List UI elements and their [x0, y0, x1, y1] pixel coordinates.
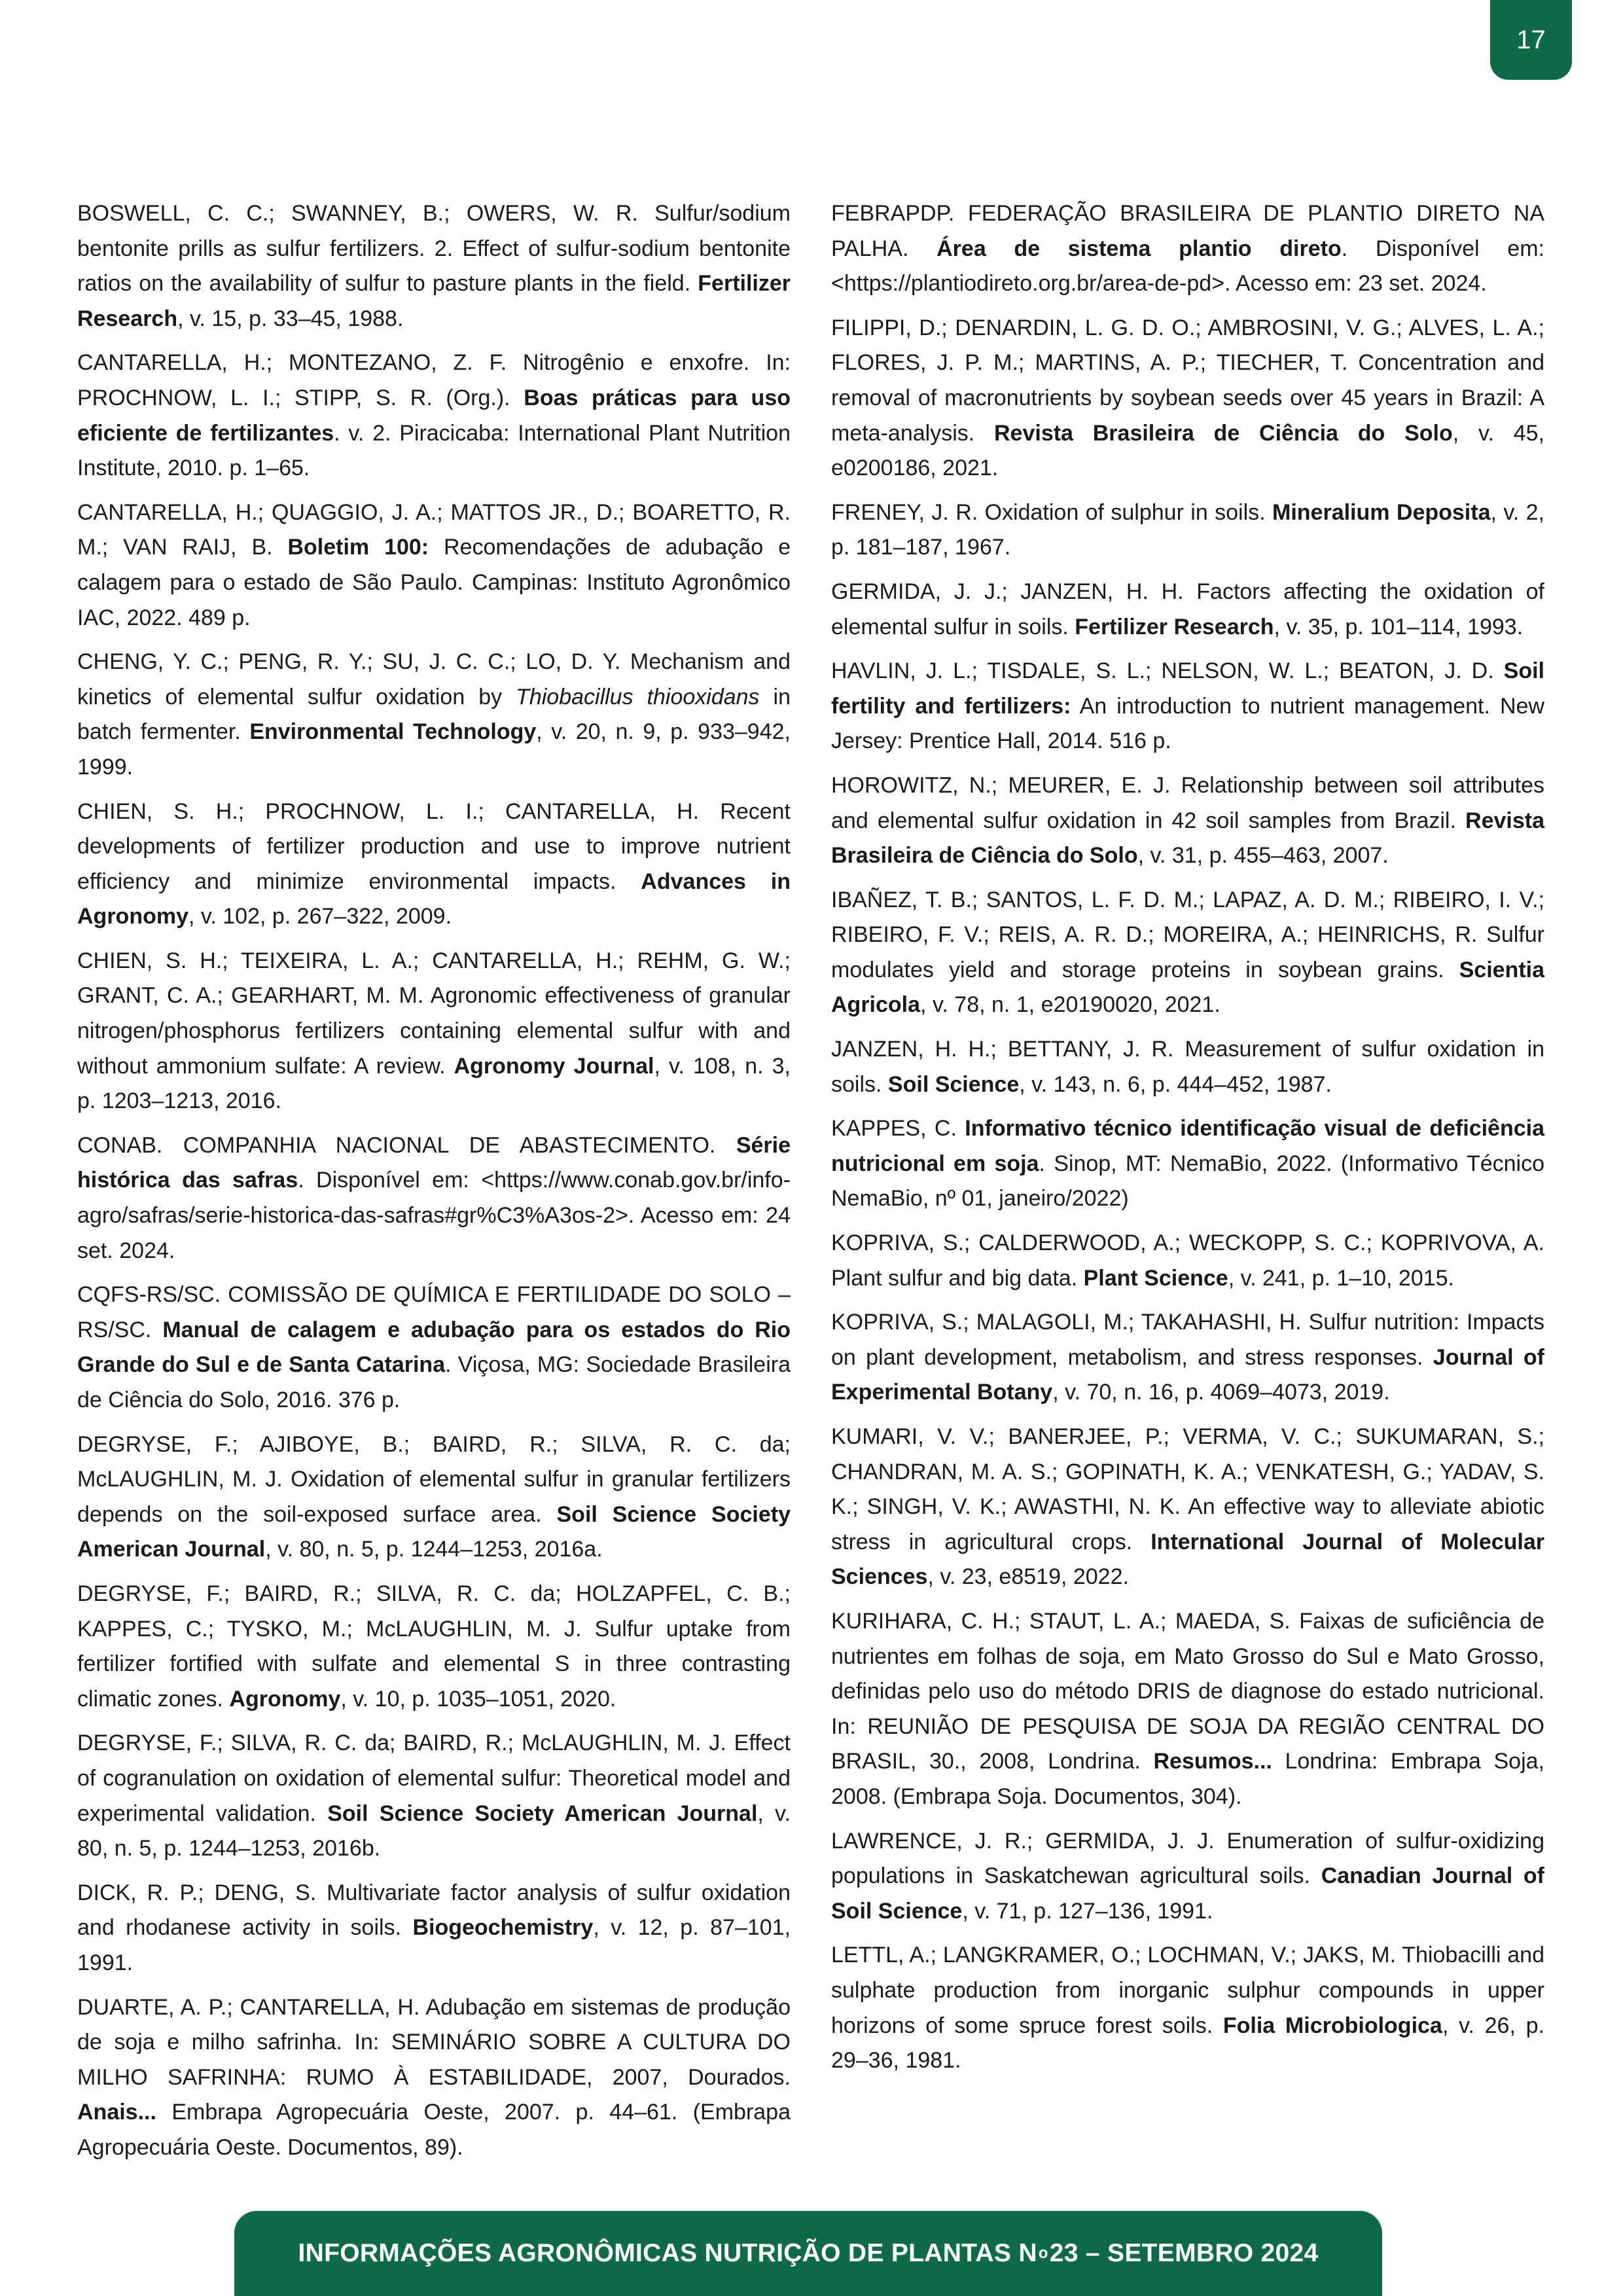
reference-entry	[77, 944, 791, 1119]
reference-entry	[831, 1032, 1544, 1102]
reference-title: Canadian Journal of Soil Science	[831, 1863, 1544, 1924]
reference-title: Mineralium Deposita	[1272, 499, 1491, 525]
reference-text: , v. 10, p. 1035–1051, 2020.	[340, 1686, 616, 1712]
footer-banner	[234, 2211, 1382, 2296]
reference-text: KURIHARA, C. H.; STAUT, L. A.; MAEDA, S. Faixas de suficiência de nutrientes em folhas de soja, em Mato Grosso do Sul e Mato Grosso, definidas pelo uso do método DRIS de diagnose do estado nutricional. In: REUNIÃO DE PESQUISA DE SOJA DA REGIÃO CENTRAL DO BRASIL, 30., 2008, Londrina.	[831, 1608, 1544, 1774]
reference-title: Área de sistema plantio direto	[936, 236, 1342, 261]
reference-title: Agronomy Journal	[454, 1053, 654, 1079]
reference-title: Boletim 100:	[287, 535, 429, 560]
reference-entry	[77, 1577, 791, 1717]
reference-title: Resumos...	[1153, 1749, 1272, 1774]
reference-text: CHIEN, S. H.; PROCHNOW, L. I.; CANTARELLA, H. Recent developments of fertilizer production and use to improve nutrient efficiency and minimize environmental impacts.	[77, 798, 791, 894]
reference-text: , v. 80, n. 5, p. 1244–1253, 2016a.	[265, 1537, 603, 1562]
footer-text-end: 23 – SETEMBRO 2024	[1049, 2239, 1319, 2267]
reference-entry	[831, 311, 1544, 486]
reference-entry	[831, 1604, 1544, 1815]
reference-text: DEGRYSE, F.; SILVA, R. C. da; BAIRD, R.; McLAUGHLIN, M. J. Effect of cogranulation on oxidation of elemental sulfur: Theoretical model and experimental validation.	[77, 1731, 791, 1826]
reference-text: FILIPPI, D.; DENARDIN, L. G. D. O.; AMBROSINI, V. G.; ALVES, L. A.; FLORES, J. P. M.; MARTINS, A. P.; TIECHER, T. Concentration and removal of macronutrients by soybean seeds over 45 years in Brazil: A meta-analysis.	[831, 315, 1544, 446]
reference-title: Manual de calagem e adubação para os estados do Rio Grande do Sul e de Santa Catarina	[77, 1317, 791, 1378]
reference-text: CONAB. COMPANHIA NACIONAL DE ABASTECIMENTO.	[77, 1132, 736, 1158]
reference-text: , v. 31, p. 455–463, 2007.	[1137, 843, 1389, 869]
reference-text: BOSWELL, C. C.; SWANNEY, B.; OWERS, W. R. Sulfur/sodium bentonite prills as sulfur fertilizers. 2. Effect of sulfur-sodium bentonite ratios on the availability of sulfur to pasture plants in the field.	[77, 201, 791, 296]
reference-text: Recomendações de adubação e calagem para o estado de São Paulo. Campinas: Instituto Agronômico IAC, 2022. 489 p.	[77, 535, 791, 630]
reference-title: Soil Science Society American Journal	[77, 1501, 791, 1562]
reference-title: Revista Brasileira de Ciência do Solo	[994, 420, 1453, 446]
reference-text: , v. 143, n. 6, p. 444–452, 1987.	[1019, 1071, 1332, 1097]
reference-text: LAWRENCE, J. R.; GERMIDA, J. J. Enumeration of sulfur-oxidizing populations in Saskatchewan agricultural soils.	[831, 1828, 1544, 1889]
reference-text: , v. 45, e0200186, 2021.	[831, 420, 1544, 481]
reference-entry	[77, 1427, 791, 1568]
reference-text: KAPPES, C.	[831, 1116, 965, 1141]
reference-entry	[831, 575, 1544, 645]
reference-entry	[831, 1938, 1544, 2078]
reference-title: Soil fertility and fertilizers:	[831, 658, 1544, 719]
reference-text: KOPRIVA, S.; CALDERWOOD, A.; WECKOPP, S. C.; KOPRIVOVA, A. Plant sulfur and big data.	[831, 1230, 1544, 1291]
reference-text: CHENG, Y. C.; PENG, R. Y.; SU, J. C. C.; LO, D. Y. Mechanism and kinetics of elemental sulfur oxidation by	[77, 649, 791, 709]
reference-title: International Journal of Molecular Sciences	[831, 1529, 1545, 1590]
reference-text: CANTARELLA, H.; QUAGGIO, J. A.; MATTOS JR., D.; BOARETTO, R. M.; VAN RAIJ, B.	[77, 499, 791, 560]
page-number: 17	[1490, 0, 1572, 80]
reference-title: Soil Science Society American Journal	[327, 1801, 758, 1826]
reference-text: in batch fermenter.	[77, 684, 791, 745]
reference-entry	[77, 645, 791, 785]
reference-entry	[831, 1305, 1544, 1410]
reference-text: , v. 23, e8519, 2022.	[927, 1564, 1129, 1590]
reference-title: Série histórica das safras	[77, 1132, 791, 1193]
reference-title: Soil Science	[887, 1071, 1020, 1097]
reference-title: Agronomy	[229, 1686, 341, 1712]
reference-entry	[831, 495, 1544, 565]
reference-text: KUMARI, V. V.; BANERJEE, P.; VERMA, V. C.; SUKUMARAN, S.; CHANDRAN, M. A. S.; GOPINATH, K. A.; VENKATESH, G.; YADAV, S. K.; SINGH, V. K.; AWASTHI, N. K. An effective way to alleviate abiotic stress in agricultural crops.	[831, 1424, 1544, 1554]
reference-title: Scientia Agricola	[831, 957, 1544, 1018]
reference-text: LETTL, A.; LANGKRAMER, O.; LOCHMAN, V.; JAKS, M. Thiobacilli and sulphate production from inorganic sulphur compounds in upper horizons of some spruce forest soils.	[831, 1943, 1544, 2038]
reference-entry	[77, 495, 791, 636]
reference-entry	[831, 654, 1544, 759]
reference-title: Folia Microbiologica	[1222, 2013, 1442, 2038]
reference-text: IBAÑEZ, T. B.; SANTOS, L. F. D. M.; LAPAZ, A. D. M.; RIBEIRO, I. V.; RIBEIRO, F. V.; REIS, A. R. D.; MOREIRA, A.; HEINRICHS, R. Sulfur modulates yield and storage proteins in soybean grains.	[831, 887, 1544, 982]
reference-title: Plant Science	[1083, 1265, 1228, 1291]
reference-text: , v. 108, n. 3, p. 1203–1213, 2016.	[77, 1053, 791, 1114]
reference-entry	[831, 1420, 1544, 1595]
references-left-column	[77, 196, 791, 2174]
reference-title: Anais...	[77, 2100, 156, 2125]
reference-title: Revista Brasileira de Ciência do Solo	[831, 808, 1544, 869]
reference-text: DEGRYSE, F.; AJIBOYE, B.; BAIRD, R.; SILVA, R. C. da; McLAUGHLIN, M. J. Oxidation of elemental sulfur in granular fertilizers depends on the soil-exposed surface area.	[77, 1431, 791, 1527]
reference-entry	[831, 1226, 1544, 1296]
reference-text: , v. 35, p. 101–114, 1993.	[1274, 614, 1524, 639]
reference-text: , v. 102, p. 267–322, 2009.	[188, 904, 452, 929]
reference-entry	[831, 196, 1544, 302]
reference-text: JANZEN, H. H.; BETTANY, J. R. Measurement of sulfur oxidation in soils.	[831, 1037, 1544, 1097]
reference-text: CQFS-RS/SC. COMISSÃO DE QUÍMICA E FERTILIDADE DO SOLO – RS/SC.	[77, 1282, 791, 1342]
reference-entry	[831, 1824, 1544, 1929]
reference-entry	[77, 1876, 791, 1981]
reference-title: Boas práticas para uso eficiente de fertilizantes	[77, 385, 791, 446]
reference-text: , v. 78, n. 1, e20190020, 2021.	[920, 992, 1221, 1018]
reference-text: , v. 15, p. 33–45, 1988.	[177, 306, 404, 331]
reference-title: Fertilizer Research	[1075, 614, 1274, 639]
reference-text: DICK, R. P.; DENG, S. Multivariate factor analysis of sulfur oxidation and rhodanese activity in soils.	[77, 1880, 791, 1941]
reference-title: Fertilizer Research	[77, 271, 791, 331]
reference-text: DUARTE, A. P.; CANTARELLA, H. Adubação em sistemas de produção de soja e milho safrinha. In: SEMINÁRIO SOBRE A CULTURA DO MILHO SAFRINHA: RUMO À ESTABILIDADE, 2007, Dourados.	[77, 1994, 791, 2090]
reference-text: , v. 2, p. 181–187, 1967.	[831, 499, 1544, 560]
reference-text: , v. 70, n. 16, p. 4069–4073, 2019.	[1052, 1380, 1390, 1405]
reference-text: . Disponível em: <https://plantiodireto.org.br/area-de-pd>. Acesso em: 23 set. 2024.	[831, 236, 1544, 296]
reference-text: , v. 20, n. 9, p. 933–942, 1999.	[77, 719, 791, 780]
reference-entry	[77, 1990, 791, 2166]
reference-text: , v. 241, p. 1–10, 2015.	[1228, 1265, 1454, 1291]
reference-title: Informativo técnico identificação visual de deficiência nutricional em soja	[831, 1116, 1544, 1176]
reference-text: FEBRAPDP. FEDERAÇÃO BRASILEIRA DE PLANTIO DIRETO NA PALHA.	[831, 201, 1544, 261]
reference-text: An introduction to nutrient management. New Jersey: Prentice Hall, 2014. 516 p.	[831, 693, 1544, 754]
reference-text: GERMIDA, J. J.; JANZEN, H. H. Factors affecting the oxidation of elemental sulfur in soils.	[831, 579, 1544, 639]
reference-text: Londrina: Embrapa Soja, 2008. (Embrapa Soja. Documentos, 304).	[831, 1749, 1544, 1809]
reference-text: CANTARELLA, H.; MONTEZANO, Z. F. Nitrogênio e enxofre. In: PROCHNOW, L. I.; STIPP, S. R. (Org.).	[77, 350, 791, 410]
reference-text: , v. 71, p. 127–136, 1991.	[962, 1898, 1213, 1924]
reference-text: . v. 2. Piracicaba: International Plant Nutrition Institute, 2010. p. 1–65.	[77, 420, 791, 481]
references-right-column	[831, 196, 1544, 2088]
reference-text: FRENEY, J. R. Oxidation of sulphur in soils.	[831, 499, 1273, 525]
reference-title: Biogeochemistry	[412, 1915, 594, 1941]
footer-ordinal: o	[1038, 2244, 1048, 2262]
reference-italic: Thiobacillus thiooxidans	[516, 684, 760, 709]
reference-entry	[831, 883, 1544, 1023]
reference-text: . Viçosa, MG: Sociedade Brasileira de Ciência do Solo, 2016. 376 p.	[77, 1352, 791, 1412]
reference-text: , v. 80, n. 5, p. 1244–1253, 2016b.	[77, 1801, 791, 1861]
reference-entry	[77, 346, 791, 486]
reference-entry	[77, 1128, 791, 1268]
reference-text: CHIEN, S. H.; TEIXEIRA, L. A.; CANTARELLA, H.; REHM, G. W.; GRANT, C. A.; GEARHART, M. M. Agronomic effectiveness of granular nitrogen/phosphorus fertilizers containing elemental sulfur with and without ammonium sulfate: A review.	[77, 948, 791, 1079]
reference-title: Journal of Experimental Botany	[831, 1344, 1544, 1405]
reference-text: Embrapa Agropecuária Oeste, 2007. p. 44–61. (Embrapa Agropecuária Oeste. Documentos, 89).	[77, 2100, 791, 2160]
reference-entry	[77, 1278, 791, 1418]
reference-text: DEGRYSE, F.; BAIRD, R.; SILVA, R. C. da; HOLZAPFEL, C. B.; KAPPES, C.; TYSKO, M.; McLAUGHLIN, M. J. Sulfur uptake from fertilizer fortified with sulfate and elemental S in three contrasting climatic zones.	[77, 1581, 791, 1712]
reference-entry	[831, 1111, 1544, 1217]
reference-text: , v. 26, p. 29–36, 1981.	[831, 2013, 1544, 2073]
reference-entry	[831, 768, 1544, 874]
reference-text: HOROWITZ, N.; MEURER, E. J. Relationship between soil attributes and elemental sulfur oxidation in 42 soil samples from Brazil.	[831, 772, 1544, 833]
reference-text: , v. 12, p. 87–101, 1991.	[77, 1915, 791, 1975]
footer-text-start: INFORMAÇÕES AGRONÔMICAS NUTRIÇÃO DE PLANTAS N	[298, 2239, 1037, 2267]
reference-entry	[77, 196, 791, 336]
reference-text: KOPRIVA, S.; MALAGOLI, M.; TAKAHASHI, H. Sulfur nutrition: Impacts on plant development, metabolism, and stress responses.	[831, 1310, 1544, 1370]
reference-entry	[77, 1726, 791, 1866]
reference-entry	[77, 795, 791, 935]
reference-text: . Sinop, MT: NemaBio, 2022. (Informativo Técnico NemaBio, nº 01, janeiro/2022)	[831, 1151, 1545, 1211]
reference-text: . Disponível em: <https://www.conab.gov.br/info-agro/safras/serie-historica-das-safras#gr%C3%A3os-2>. Acesso em: 24 set. 2024.	[77, 1168, 791, 1263]
reference-title: Advances in Agronomy	[77, 869, 791, 929]
reference-text: HAVLIN, J. L.; TISDALE, S. L.; NELSON, W. L.; BEATON, J. D.	[831, 658, 1504, 684]
reference-title: Environmental Technology	[249, 719, 537, 745]
